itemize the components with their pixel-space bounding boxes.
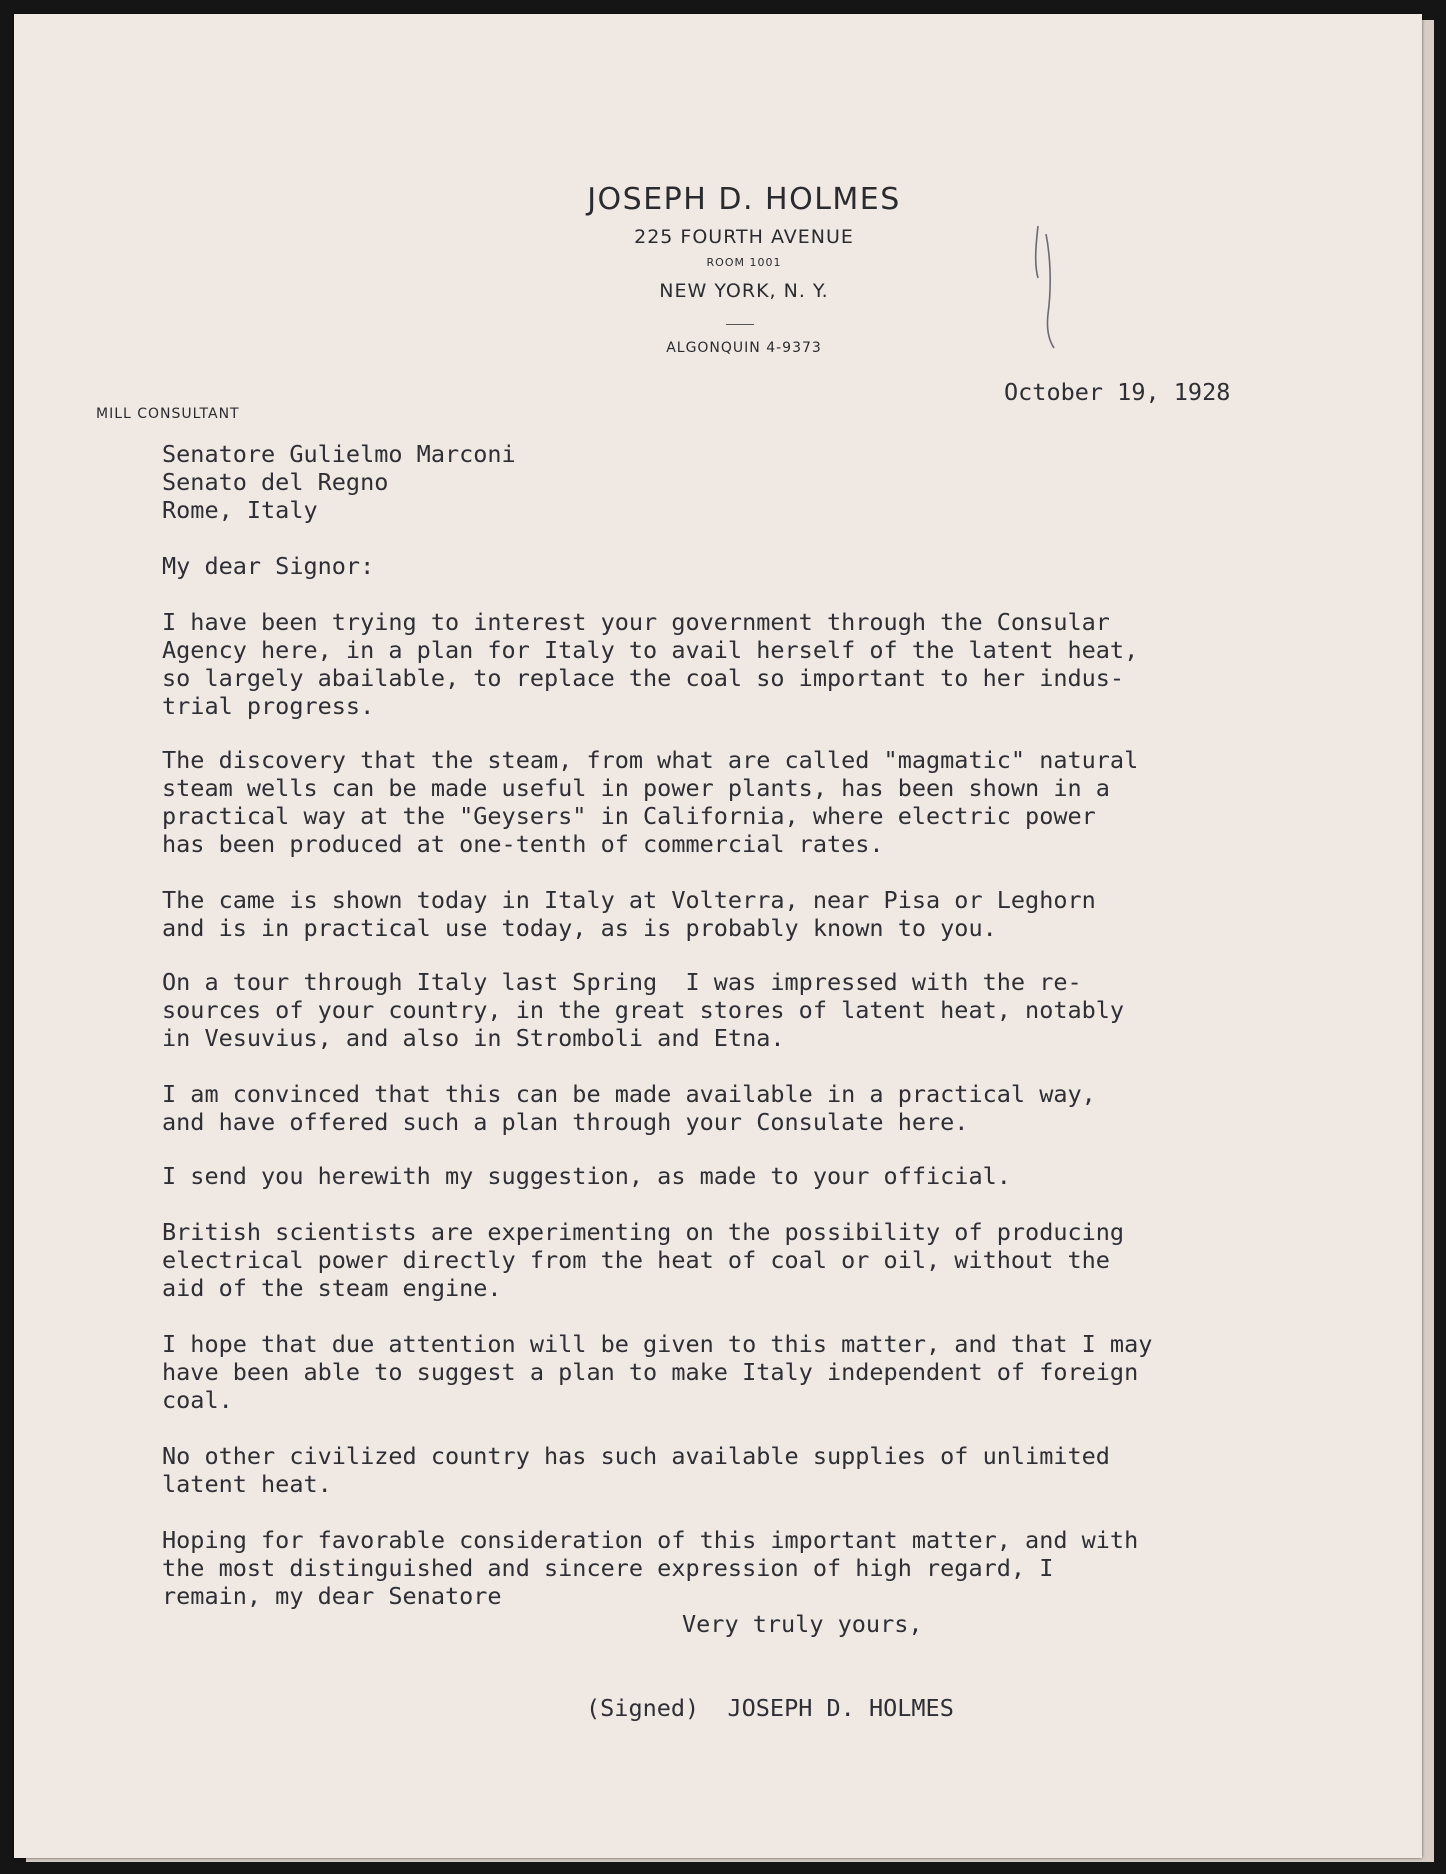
- letterhead-title: MILL CONSULTANT: [96, 406, 240, 422]
- recipient-line-1: Senatore Gulielmo Marconi: [162, 440, 516, 468]
- letterhead-street: 225 FOURTH AVENUE: [634, 226, 854, 248]
- letterhead-divider: [726, 324, 754, 325]
- recipient-line-2: Senato del Regno: [162, 468, 389, 496]
- paragraph-1: I have been trying to interest your government through the Consular Agency here, in a plan for Italy to avail herself of the latent heat, so largely abailable, to replace the coal so important to her indus- trial progress.: [162, 608, 1139, 720]
- letter-date: October 19, 1928: [1004, 378, 1231, 406]
- recipient-address: [162, 440, 516, 524]
- paragraph-5: I am convinced that this can be made available in a practical way, and have offered such a plan through your Consulate here.: [162, 1080, 1096, 1136]
- recipient-line-3: Rome, Italy: [162, 496, 318, 524]
- handwritten-mark-icon: [1024, 214, 1064, 354]
- paragraph-2: The discovery that the steam, from what are called "magmatic" natural steam wells can be made useful in power plants, has been shown in a practical way at the "Geysers" in California, where electric power has been produced at one-tenth of commercial rates.: [162, 746, 1139, 858]
- paragraph-10: Hoping for favorable consideration of this important matter, and with the most distinguished and sincere expression of high regard, I remain, my dear Senatore: [162, 1526, 1139, 1610]
- letterhead-name: JOSEPH D. HOLMES: [587, 182, 901, 217]
- letterhead-city: NEW YORK, N. Y.: [659, 280, 829, 302]
- signature: (Signed) JOSEPH D. HOLMES: [586, 1694, 954, 1722]
- paragraph-6: I send you herewith my suggestion, as made to your official.: [162, 1162, 1011, 1190]
- closing: Very truly yours,: [682, 1610, 923, 1638]
- letter-page: [14, 14, 1422, 1858]
- letterhead-phone: ALGONQUIN 4-9373: [666, 340, 822, 356]
- paragraph-8: I hope that due attention will be given to this matter, and that I may have been able to suggest a plan to make Italy independent of foreign coal.: [162, 1330, 1153, 1414]
- paragraph-4: On a tour through Italy last Spring I was impressed with the re- sources of your country, in the great stores of latent heat, notably in Vesuvius, and also in Stromboli and Etna.: [162, 968, 1125, 1052]
- paragraph-7: British scientists are experimenting on the possibility of producing electrical power directly from the heat of coal or oil, without the aid of the steam engine.: [162, 1218, 1125, 1302]
- paragraph-3: The came is shown today in Italy at Volterra, near Pisa or Leghorn and is in practical use today, as is probably known to you.: [162, 886, 1096, 942]
- paragraph-9: No other civilized country has such available supplies of unlimited latent heat.: [162, 1442, 1110, 1498]
- letterhead-room: ROOM 1001: [706, 256, 782, 269]
- salutation: My dear Signor:: [162, 552, 375, 580]
